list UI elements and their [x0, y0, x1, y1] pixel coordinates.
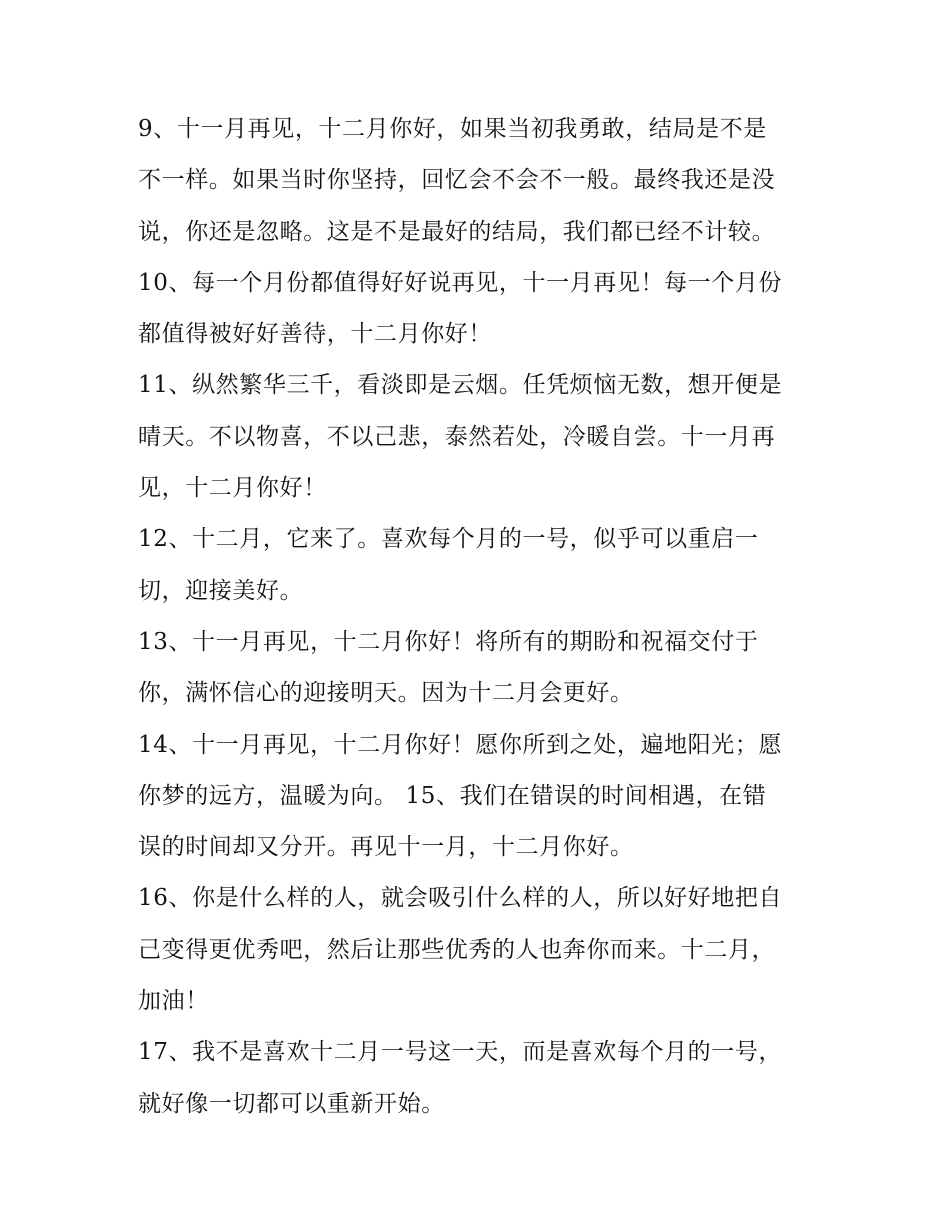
text-line: 10、每一个月份都值得好好说再见，十一月再见！每一个月份: [138, 269, 783, 296]
text-line: 你，满怀信心的迎接明天。因为十二月会更好。: [138, 680, 634, 707]
text-line: 16、你是什么样的人，就会吸引什么样的人，所以好好地把自: [138, 885, 783, 912]
document-body: [138, 104, 828, 1130]
text-line: 晴天。不以物喜，不以己悲，泰然若处，冷暖自尝。十一月再: [138, 423, 776, 450]
text-line: 13、十一月再见，十二月你好！将所有的期盼和祝福交付于: [138, 628, 759, 655]
text-line: 就好像一切都可以重新开始。: [138, 1090, 445, 1117]
text-line: 己变得更优秀吧，然后让那些优秀的人也奔你而来。十二月，: [138, 936, 776, 963]
text-line: 误的时间却又分开。再见十一月，十二月你好。: [138, 834, 634, 861]
text-line: 14、十一月再见，十二月你好！愿你所到之处，遍地阳光；愿: [138, 731, 783, 758]
text-line: 说，你还是忽略。这是不是最好的结局，我们都已经不计较。: [138, 218, 776, 245]
text-line: 见，十二月你好！: [138, 475, 327, 502]
text-line: 9、十一月再见，十二月你好，如果当初我勇敢，结局是不是: [138, 116, 767, 142]
text-line: 你梦的远方，温暖为向。 15、我们在错误的时间相遇，在错: [138, 782, 767, 809]
text-line: 17、我不是喜欢十二月一号这一天，而是喜欢每个月的一号，: [138, 1039, 783, 1066]
text-line: 不一样。如果当时你坚持，回忆会不会不一般。最终我还是没: [138, 167, 776, 194]
text-line: 加油！: [138, 988, 209, 1015]
text-line: 都值得被好好善待，十二月你好！: [138, 321, 492, 348]
text-line: 11、纵然繁华三千，看淡即是云烟。任凭烦恼无数，想开便是: [138, 372, 783, 399]
text-line: 切，迎接美好。: [138, 577, 304, 604]
text-line: 12、十二月，它来了。喜欢每个月的一号，似乎可以重启一: [138, 526, 759, 553]
